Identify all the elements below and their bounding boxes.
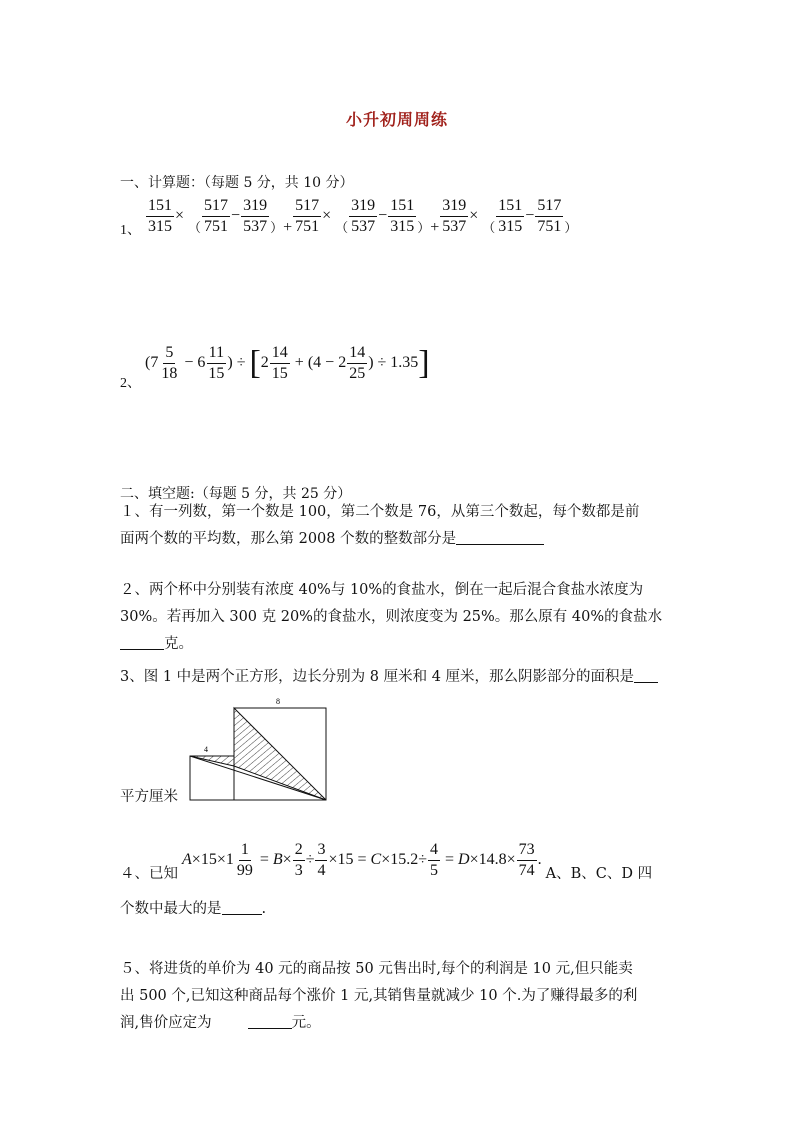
fraction: $\frac{319}{537}$ [351,197,376,235]
answer-blank[interactable] [456,528,544,545]
shaded-triangle-small [190,756,234,766]
fraction: $\frac{5}{18}$ [161,344,178,382]
fraction: $\frac{4}{5}$ [430,841,439,879]
fill-q2-line1: ２、两个杯中分别装有浓度 40%与 10%的食盐水，倒在一起后混合食盐水浓度为 [120,582,644,598]
fraction: $\frac{2}{3}$ [294,841,303,879]
fraction: $\frac{14}{25}$ [349,344,366,382]
fig-label-4: 4 [204,745,208,754]
section-1-heading: 一、计算题：（每题 5 分，共 10 分） [120,175,354,191]
q1-expression: 1、 $\frac{151}{315}$ × $_($ $\frac{517}{751}$ − $\frac{319}{537}$ $_)$+ $\frac{517}{751}$ × $_($ $\frac{319}{537}$ − $\frac{151}{315}$ $_)$+ $\frac{319}{537}$ × $_($ $\frac{151}{315}$ − $\frac{517}{751}$ $_)$ [120,197,578,239]
answer-blank[interactable] [248,1012,292,1029]
fraction: $\frac{14}{15}$ [271,344,288,382]
fill-q2-line2: 30%。若再加入 300 克 20%的食盐水，则浓度变为 25%。那么原有 40%的食盐水 [120,609,663,625]
fig-label-8: 8 [276,697,280,706]
fill-q5-line2: 出 500 个,已知这种商品每个涨价 1 元,其销售量就减少 10 个.为了赚得最多的利 [120,988,638,1004]
fraction: $\frac{517}{751}$ [295,197,320,235]
fill-q5-line1: ５、将进货的单价为 40 元的商品按 50 元售出时,每个的利润是 10 元,但只能卖 [120,961,633,977]
fill-q4-expression: ４、已知 A×15×1 $\frac{1}{99}$ = B× $\frac{2}{3}$ ÷ $\frac{3}{4}$ ×15 = C×15.2÷ $\frac{4}{5}$ = D×14.8× $\frac{73}{74}$ . A、B、C、D 四 [120,841,653,883]
fraction: $\frac{517}{751}$ [537,197,562,235]
fraction: $\frac{11}{15}$ [208,344,225,382]
q2-expression: 2、 (7 $\frac{5}{18}$ − 6 $\frac{11}{15}$ ) ÷ [2 $\frac{14}{15}$ + (4 − 2 $\frac{14}{25}$ ) ÷ 1.35] [120,344,430,392]
fraction: $\frac{151}{315}$ [390,197,415,235]
answer-blank[interactable] [222,898,262,915]
fill-q2-line3: 克。 [120,631,193,658]
fraction: $\frac{1}{99}$ [236,841,253,879]
fraction: $\frac{151}{315}$ [498,197,523,235]
answer-blank[interactable] [634,666,658,683]
shaded-triangle-large [234,708,326,800]
section-2-heading: 二、填空题:（每题 5 分，共 25 分） [120,486,352,502]
fill-q3-line1: 3、图 1 中是两个正方形，边长分别为 8 厘米和 4 厘米，那么阴影部分的面积是 [120,664,658,691]
fraction: $\frac{73}{74}$ [518,841,535,879]
fraction: $\frac{3}{4}$ [317,841,326,879]
q1-label: 1、 [120,223,141,239]
fraction: $\frac{319}{537}$ [243,197,268,235]
fill-q1-line2: 面两个数的平均数，那么第 2008 个数的整数部分是 [120,526,544,553]
answer-blank[interactable] [120,633,164,650]
fraction: $\frac{517}{751}$ [204,197,229,235]
figure-two-squares [186,694,331,804]
fraction: $\frac{151}{315}$ [148,197,172,235]
fill-q4-line2: 个数中最大的是 . [120,896,266,923]
fill-q5-line3: 润,售价应定为 元。 [120,1010,321,1037]
fill-q3-unit: 平方厘米 [120,789,178,805]
page-title: 小升初周周练 [345,110,448,129]
q2-label: 2、 [120,376,141,392]
fill-q1-line1: １、有一列数，第一个数是 100，第二个数是 76，从第三个数起，每个数都是前 [120,504,640,520]
fraction: $\frac{319}{537}$ [442,197,467,235]
